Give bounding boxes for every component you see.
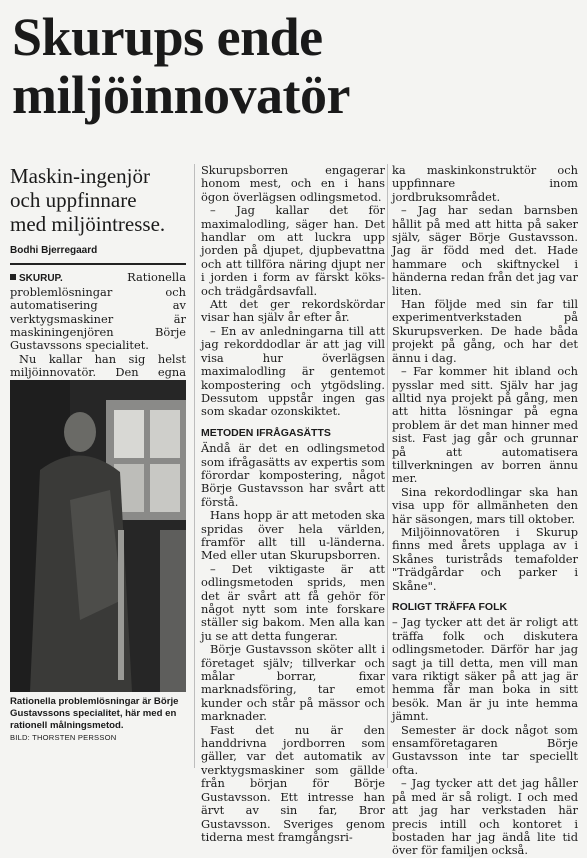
lead-paragraph [10,271,186,352]
paragraph: – Far kommer hit ibland och pysslar med sitt. Själv har jag alltid nya projekt på gång, men att hitta lösningar på egna problem är det man hinner med sist. Fast jag går och grunnar på att automatisera tillverkningen av borren ännu mer. [392,364,578,486]
paragraph: Sina rekordodlingar ska han visa upp för allmänheten den här säsongen, mars till oktober. [392,484,578,526]
kicker: SKURUP. [19,273,63,285]
subheading: METODEN IFRÅGASÄTTS [201,426,331,439]
byline: Bodhi Bjerregaard [10,245,98,256]
paragraph: Hans hopp är att metoden ska spridas över hela världen, framför allt till u-länderna. Med eller utan Skurupsborren. [201,508,385,563]
photo [10,380,186,692]
lead-text: Rationella problemlösningar och automatisering av verktygsmaskiner är maskiningenjören Börje Gustavssons specialitet. [10,270,186,353]
deck-line-1: Maskin-ingenjör [10,164,150,188]
paragraph: – Jag kallar det för maximalodling, säger han. Det handlar om att luckra upp jorden på djupet, djupbevattna och att tillföra näring djupt ner i jorden i form av färskt köks- och trädgårdsavfall. [201,203,385,298]
paragraph: ka maskinkonstruktör och uppfinnare inom jordbruksområdet. [392,163,578,204]
photo-credit: BILD: THORSTEN PERSSON [10,733,117,743]
paragraph: Skurupsborren engagerar honom mest, och en i hans ögon överlägsen odlingsmetod. [201,163,385,204]
column-3 [392,164,578,858]
paragraph: – En av anledningarna till att jag rekorddodlar är att jag vill visa hur överlägsen maximalodling är gentemot kompostering och ytgödsling. Dessutom uppstår ingen gas som skadar ozonskiktet. [201,323,385,419]
paragraph: Ändå är det en odlingsmetod som ifrågasätts av expertis som förordar kompostering, något Börje Gustavsson har svårt att förstå. [201,441,385,509]
caption-text: Rationella problemlösningar är Börje Gustavssons specialitet, här med en rationell målningsmetod. [10,696,179,731]
column-2 [201,164,385,844]
square-bullet-icon [10,274,16,280]
paragraph: – Jag har sedan barnsben hållit på med att hitta på saker själv, säger Börje Gustavsson. Jag är född med det. Hade hammare och skiftnyckel i händerna redan från det jag var liten. [392,203,578,298]
column-divider [387,164,388,768]
deck-line-2: och uppfinnare [10,188,137,212]
paragraph: – Jag tycker att det jag håller på med är så roligt. I och med att jag har verkstaden här precis intill och kontoret i bostaden har jag ändå lite tid över för familjen också. [392,776,578,858]
paragraph: Han följde med sin far till experimentverkstaden på Skurupsverken. De hade båda projekt på gång, och har det ännu i dag. [392,297,578,365]
paragraph: Att det ger rekordskördar visar han själv år efter år. [201,297,385,325]
photo-image [10,380,186,692]
paragraph: Miljöinnovatören i Skurup finns med årets upplaga av i Skånes turistråds temafolder "Trädgårdar och parker i Skåne". [392,524,578,593]
subheading: ROLIGT TRÄFFA FOLK [392,601,508,613]
paragraph: Semester är dock något som ensamföretagaren Börje Gustavsson inte tar speciellt ofta. [392,722,578,777]
column-1 [10,164,186,393]
column-divider [194,164,195,768]
byline-rule [10,263,186,265]
photo-caption [10,696,188,744]
headline-line-2: miljöinnovatör [12,65,350,125]
deck-line-3: med miljöintresse. [10,212,166,236]
paragraph: Nu kallar han sig helst miljöinnovatör. Den egna [10,351,186,380]
deck [10,164,186,236]
paragraph: – Det viktigaste är att odlingsmetoden sprids, men det är svårt att få gehör för något nytt som inte forskare ställer sig bakom. Men alla kan ju se att detta fungerar. [201,561,385,643]
paragraph: Börje Gustavsson sköter allt i företaget själv; tillverkar och målar borrar, fixar marknadsföring, tar emot kunder och står på mässor och marknader. [201,642,385,724]
headline [12,8,582,124]
paragraph: – Jag tycker att det är roligt att träffa folk och diskutera odlingsmetoder. Därför har jag sagt ja till detta, men vill man vara riktigt säker på att jag är hemma får man boka in sitt besök. Man är ju inte hemma jämnt. [392,615,578,724]
headline-line-1: Skurups ende [12,7,323,67]
paragraph: Fast det nu är den handdrivna jordborren som gäller, var det automatik av verktygsmaskiner som gällde från början för Börje Gustavsson. Ett intresse han ärvt av sin far, Bror Gustavsson. Sveriges genom tiderna mest framgångsri- [201,722,385,844]
